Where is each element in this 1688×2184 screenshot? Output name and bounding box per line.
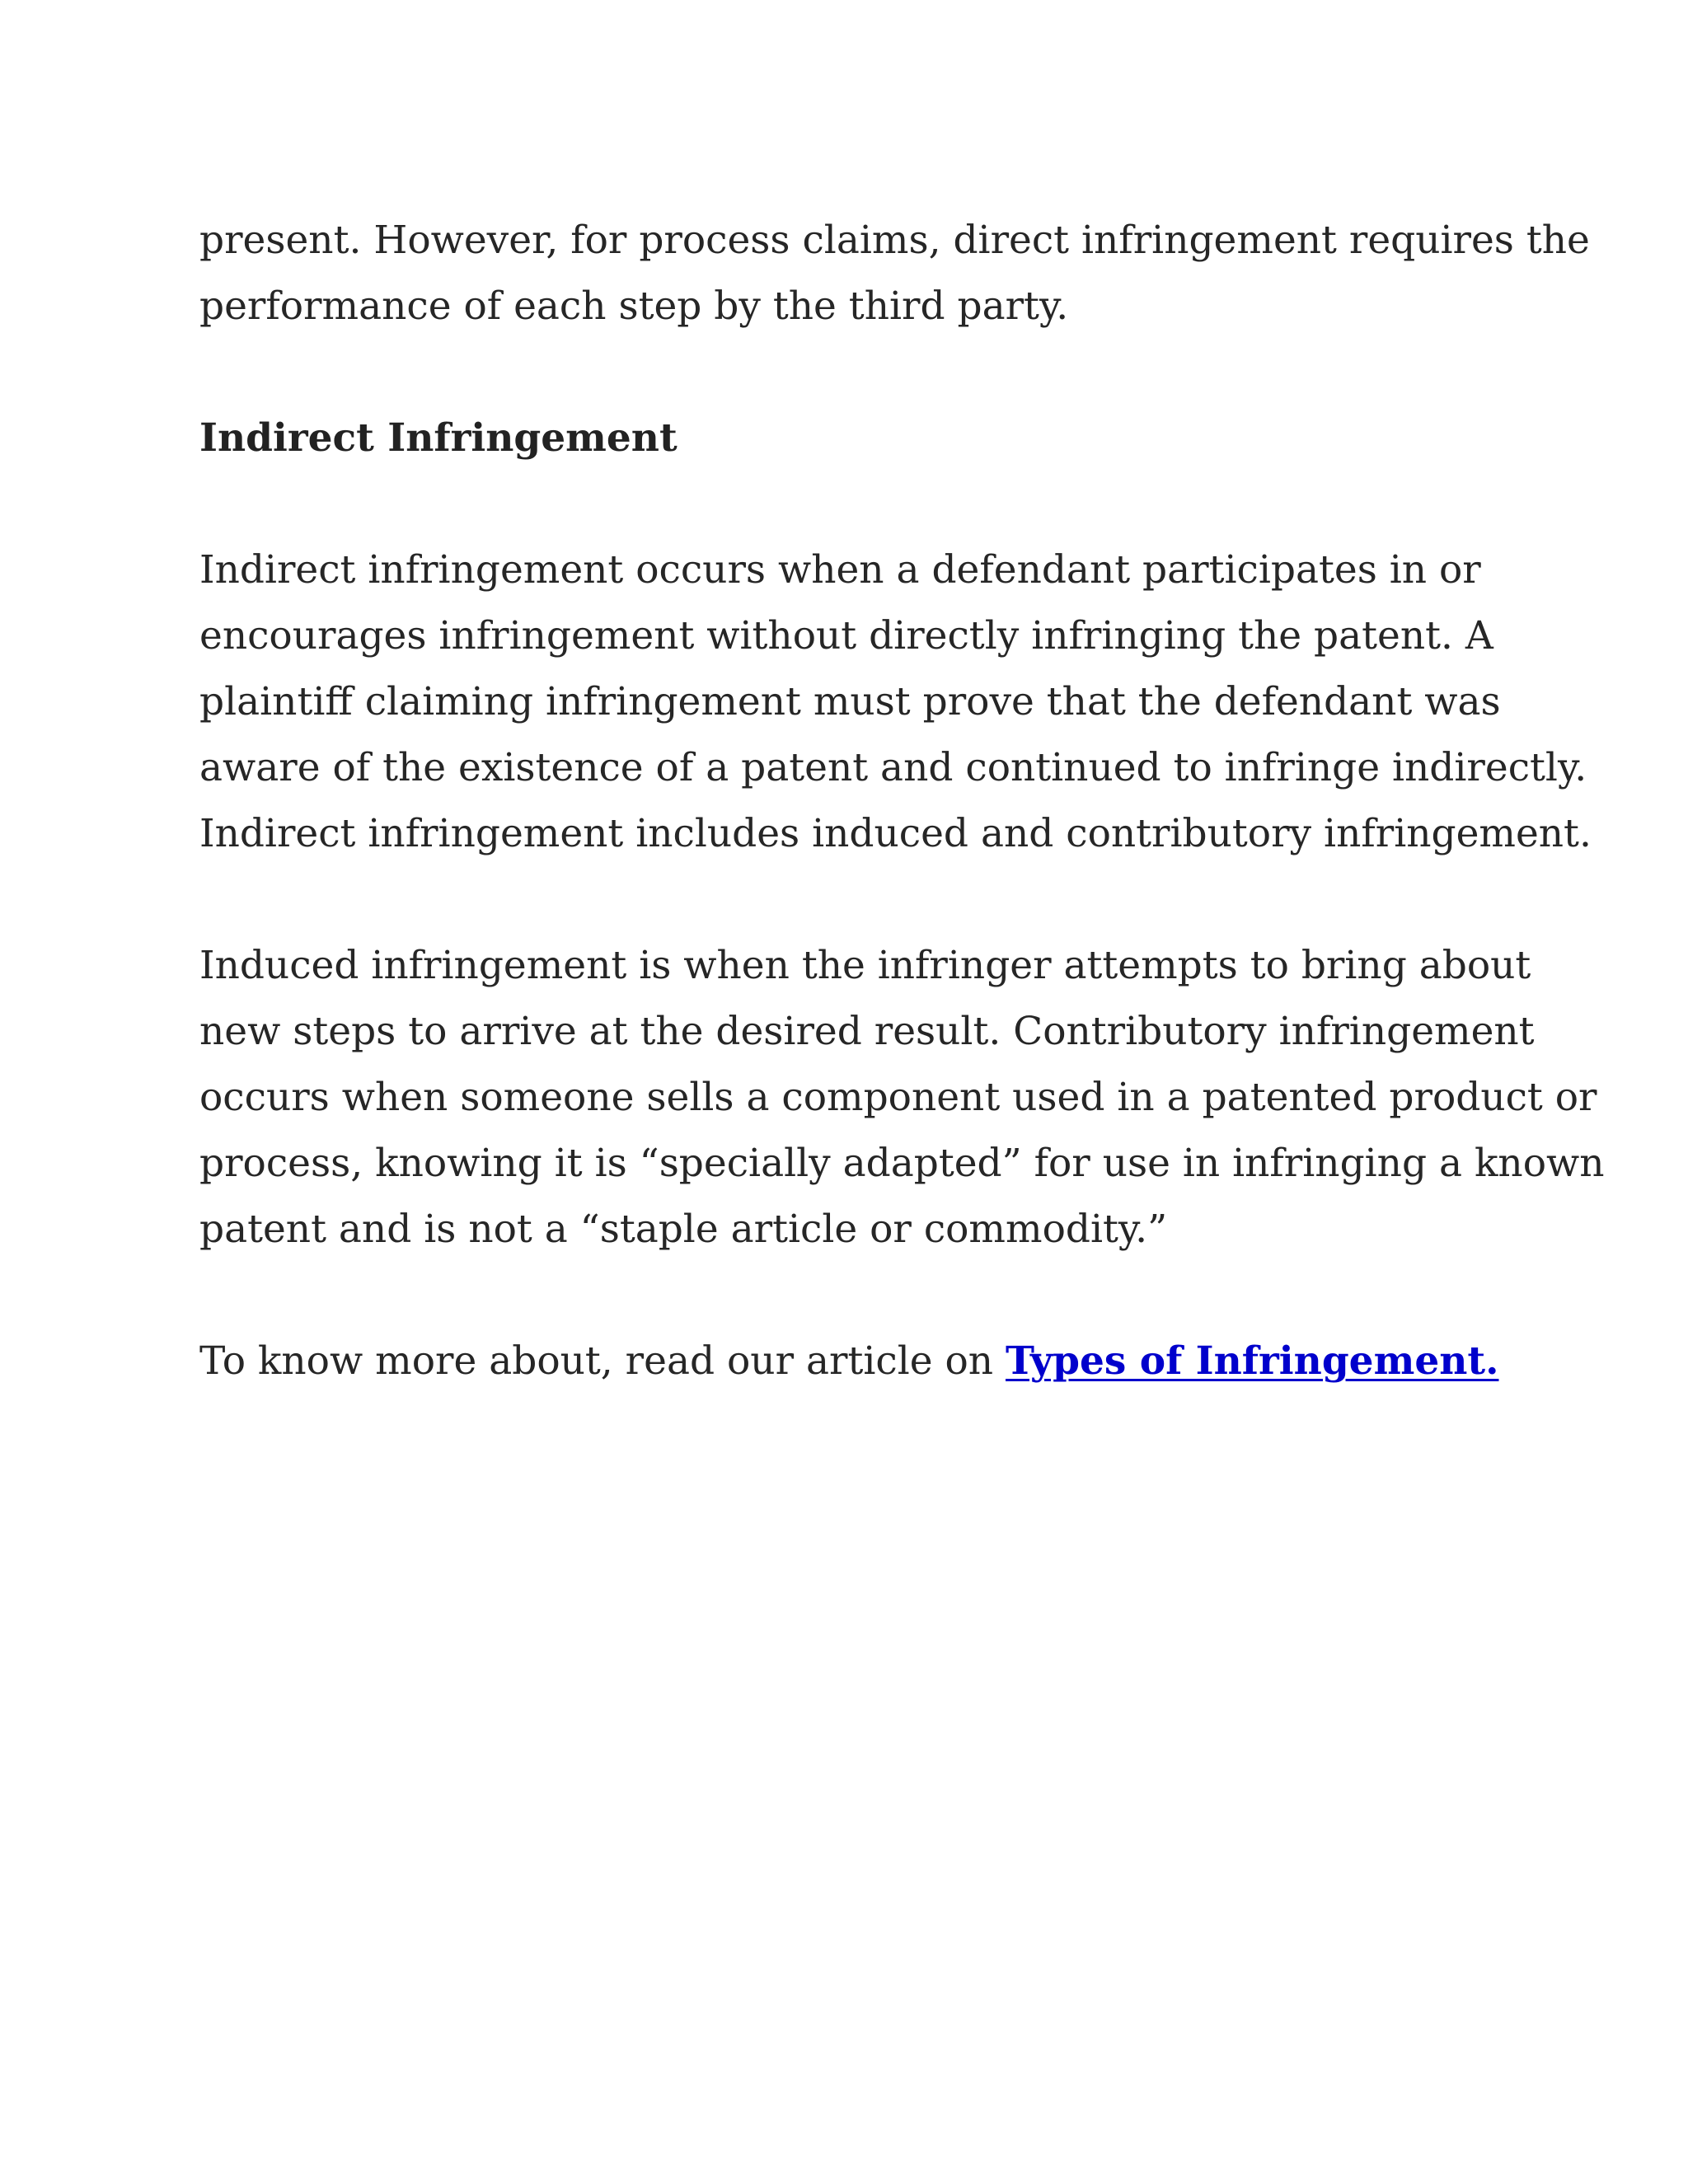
paragraph-spacer [199,867,1518,933]
text-line: present. However, for process claims, direct infringement requires the [199,218,1590,263]
paragraph-spacer [199,340,1518,405]
indirect-infringement-paragraph [199,537,1592,867]
types-of-infringement-link[interactable]: Types of Infringement. [1006,1338,1499,1384]
text-line: Indirect infringement includes induced and contributory infringement. [199,811,1592,856]
text-line: Indirect infringement occurs when a defendant participates in or [199,547,1481,593]
intro-paragraph [199,208,1590,340]
induced-contributory-paragraph [199,933,1605,1263]
paragraph-spacer [199,471,1518,537]
read-more-text: To know more about, read our article on [199,1338,1006,1384]
text-line: process, knowing it is “specially adapted” for use in infringing a known [199,1141,1605,1186]
text-line: Induced infringement is when the infringer attempts to bring about [199,943,1531,988]
text-line: new steps to arrive at the desired result. Contributory infringement [199,1009,1535,1054]
section-heading: Indirect Infringement [199,415,678,461]
text-line: patent and is not a “staple article or commodity.” [199,1207,1168,1252]
text-line: performance of each step by the third party. [199,284,1069,329]
read-more-paragraph [199,1329,1518,1394]
article-body [199,208,1605,1394]
paragraph-spacer [199,1263,1518,1329]
text-line: plaintiff claiming infringement must prove that the defendant was [199,679,1501,724]
text-line: aware of the existence of a patent and continued to infringe indirectly. [199,745,1587,790]
text-line: encourages infringement without directly infringing the patent. A [199,613,1493,658]
text-line: occurs when someone sells a component used in a patented product or [199,1075,1597,1120]
